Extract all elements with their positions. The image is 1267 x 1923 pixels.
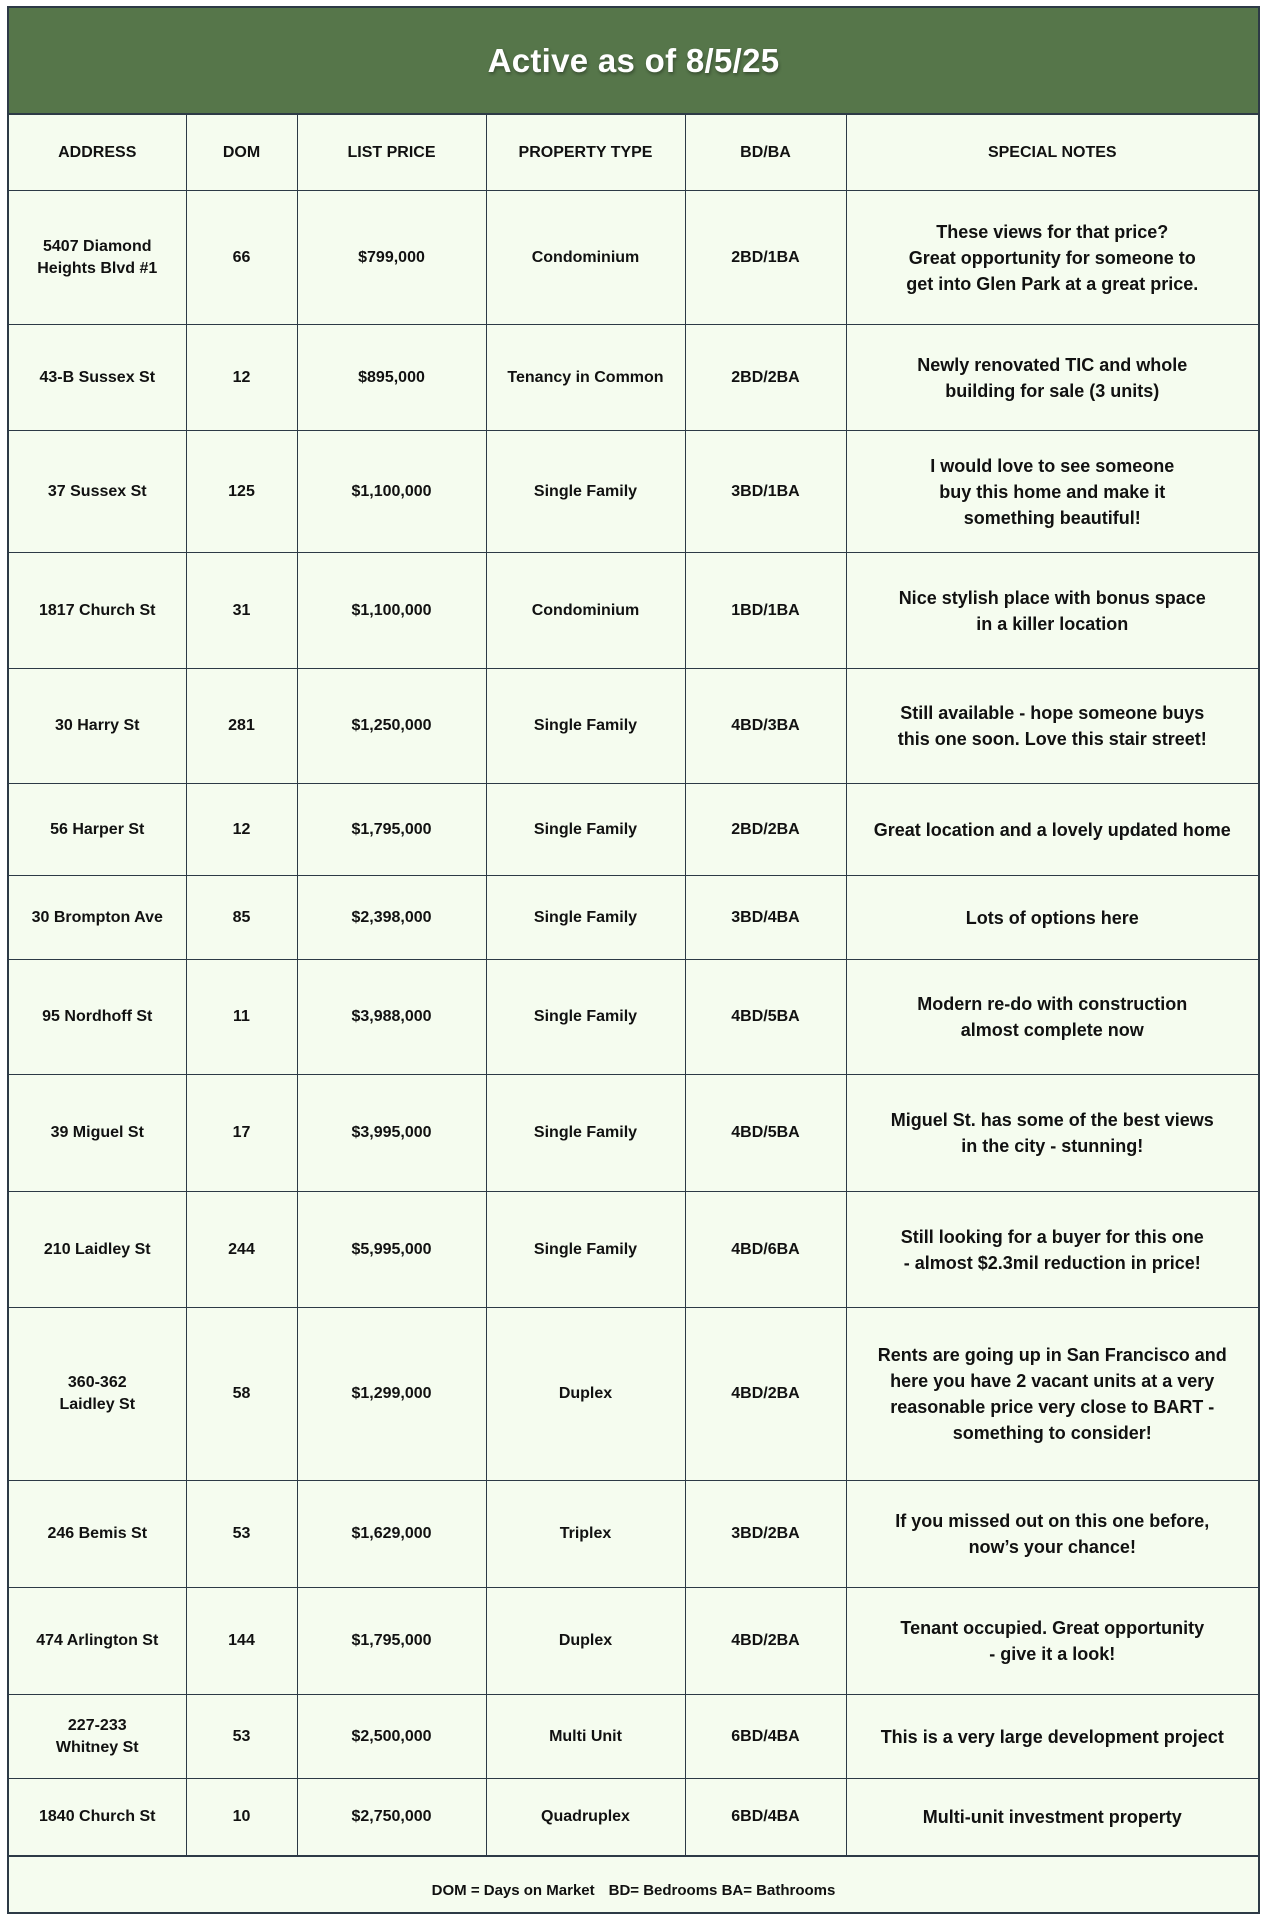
title-bar bbox=[9, 8, 1258, 115]
header-property-type: PROPERTY TYPE bbox=[486, 115, 685, 191]
address-cell: 39 Miguel St bbox=[9, 1075, 186, 1192]
special-notes-cell: Rents are going up in San Francisco and here you have 2 vacant units at a very reasonable price very close to BART - something to consider! bbox=[846, 1308, 1258, 1481]
bdba-cell: 2BD/2BA bbox=[685, 784, 846, 876]
list-price-cell: $2,398,000 bbox=[297, 876, 486, 960]
bdba-cell: 3BD/4BA bbox=[685, 876, 846, 960]
dom-cell: 85 bbox=[186, 876, 297, 960]
dom-cell: 10 bbox=[186, 1779, 297, 1856]
table-row bbox=[9, 784, 1258, 876]
dom-cell: 12 bbox=[186, 784, 297, 876]
address-cell: 5407 Diamond Heights Blvd #1 bbox=[9, 191, 186, 325]
list-price-cell: $5,995,000 bbox=[297, 1192, 486, 1308]
table-row bbox=[9, 325, 1258, 431]
header-list-price: LIST PRICE bbox=[297, 115, 486, 191]
special-notes-cell: These views for that price? Great opportunity for someone to get into Glen Park at a great price. bbox=[846, 191, 1258, 325]
special-notes-cell: I would love to see someone buy this home and make it something beautiful! bbox=[846, 431, 1258, 553]
list-price-cell: $1,795,000 bbox=[297, 784, 486, 876]
property-type-cell: Quadruplex bbox=[486, 1779, 685, 1856]
bdba-legend: BD= Bedrooms BA= Bathrooms bbox=[608, 1881, 836, 1899]
special-notes-cell: Lots of options here bbox=[846, 876, 1258, 960]
special-notes-cell: If you missed out on this one before, now’s your chance! bbox=[846, 1481, 1258, 1588]
dom-cell: 58 bbox=[186, 1308, 297, 1481]
table-row bbox=[9, 1075, 1258, 1192]
bdba-cell: 3BD/2BA bbox=[685, 1481, 846, 1588]
property-type-cell: Single Family bbox=[486, 784, 685, 876]
table-row bbox=[9, 1481, 1258, 1588]
bdba-cell: 3BD/1BA bbox=[685, 431, 846, 553]
address-cell: 1840 Church St bbox=[9, 1779, 186, 1856]
special-notes-cell: Tenant occupied. Great opportunity - give it a look! bbox=[846, 1588, 1258, 1695]
property-type-cell: Duplex bbox=[486, 1588, 685, 1695]
bdba-cell: 6BD/4BA bbox=[685, 1779, 846, 1856]
list-price-cell: $2,750,000 bbox=[297, 1779, 486, 1856]
bdba-cell: 4BD/6BA bbox=[685, 1192, 846, 1308]
listings-table bbox=[9, 115, 1258, 1856]
list-price-cell: $895,000 bbox=[297, 325, 486, 431]
dom-cell: 66 bbox=[186, 191, 297, 325]
list-price-cell: $1,795,000 bbox=[297, 1588, 486, 1695]
special-notes-cell: Nice stylish place with bonus space in a killer location bbox=[846, 553, 1258, 669]
bdba-cell: 2BD/1BA bbox=[685, 191, 846, 325]
bdba-cell: 4BD/5BA bbox=[685, 1075, 846, 1192]
list-price-cell: $1,100,000 bbox=[297, 431, 486, 553]
special-notes-cell: Modern re-do with construction almost complete now bbox=[846, 960, 1258, 1075]
list-price-cell: $799,000 bbox=[297, 191, 486, 325]
table-row bbox=[9, 1779, 1258, 1856]
dom-cell: 12 bbox=[186, 325, 297, 431]
dom-cell: 31 bbox=[186, 553, 297, 669]
address-cell: 56 Harper St bbox=[9, 784, 186, 876]
table-row bbox=[9, 1308, 1258, 1481]
list-price-cell: $3,988,000 bbox=[297, 960, 486, 1075]
header-bdba: BD/BA bbox=[685, 115, 846, 191]
table-row bbox=[9, 431, 1258, 553]
dom-cell: 53 bbox=[186, 1695, 297, 1779]
table-row bbox=[9, 1695, 1258, 1779]
table-row bbox=[9, 669, 1258, 784]
special-notes-cell: This is a very large development project bbox=[846, 1695, 1258, 1779]
bdba-cell: 4BD/5BA bbox=[685, 960, 846, 1075]
address-cell: 246 Bemis St bbox=[9, 1481, 186, 1588]
listings-sheet bbox=[7, 6, 1260, 1914]
address-cell: 30 Harry St bbox=[9, 669, 186, 784]
address-cell: 95 Nordhoff St bbox=[9, 960, 186, 1075]
page-title: Active as of 8/5/25 bbox=[487, 41, 780, 79]
table-row bbox=[9, 191, 1258, 325]
table-row bbox=[9, 553, 1258, 669]
property-type-cell: Multi Unit bbox=[486, 1695, 685, 1779]
property-type-cell: Single Family bbox=[486, 1075, 685, 1192]
header-special-notes: SPECIAL NOTES bbox=[846, 115, 1258, 191]
special-notes-cell: Great location and a lovely updated home bbox=[846, 784, 1258, 876]
dom-cell: 11 bbox=[186, 960, 297, 1075]
bdba-cell: 2BD/2BA bbox=[685, 325, 846, 431]
address-cell: 30 Brompton Ave bbox=[9, 876, 186, 960]
property-type-cell: Single Family bbox=[486, 876, 685, 960]
dom-cell: 53 bbox=[186, 1481, 297, 1588]
address-cell: 227-233 Whitney St bbox=[9, 1695, 186, 1779]
dom-cell: 17 bbox=[186, 1075, 297, 1192]
list-price-cell: $2,500,000 bbox=[297, 1695, 486, 1779]
address-cell: 37 Sussex St bbox=[9, 431, 186, 553]
dom-legend: DOM = Days on Market bbox=[431, 1881, 595, 1899]
property-type-cell: Single Family bbox=[486, 431, 685, 553]
header-address: ADDRESS bbox=[9, 115, 186, 191]
special-notes-cell: Miguel St. has some of the best views in the city - stunning! bbox=[846, 1075, 1258, 1192]
property-type-cell: Single Family bbox=[486, 960, 685, 1075]
list-price-cell: $1,629,000 bbox=[297, 1481, 486, 1588]
address-cell: 43-B Sussex St bbox=[9, 325, 186, 431]
address-cell: 1817 Church St bbox=[9, 553, 186, 669]
property-type-cell: Single Family bbox=[486, 669, 685, 784]
dom-cell: 281 bbox=[186, 669, 297, 784]
legend-footer bbox=[9, 1856, 1258, 1923]
bdba-cell: 4BD/3BA bbox=[685, 669, 846, 784]
table-row bbox=[9, 1588, 1258, 1695]
bdba-cell: 4BD/2BA bbox=[685, 1588, 846, 1695]
dom-cell: 144 bbox=[186, 1588, 297, 1695]
header-dom: DOM bbox=[186, 115, 297, 191]
table-row bbox=[9, 876, 1258, 960]
bdba-cell: 4BD/2BA bbox=[685, 1308, 846, 1481]
property-type-cell: Duplex bbox=[486, 1308, 685, 1481]
bdba-cell: 6BD/4BA bbox=[685, 1695, 846, 1779]
list-price-cell: $1,299,000 bbox=[297, 1308, 486, 1481]
address-cell: 360-362 Laidley St bbox=[9, 1308, 186, 1481]
property-type-cell: Condominium bbox=[486, 191, 685, 325]
table-row bbox=[9, 960, 1258, 1075]
list-price-cell: $3,995,000 bbox=[297, 1075, 486, 1192]
header-row bbox=[9, 115, 1258, 191]
list-price-cell: $1,100,000 bbox=[297, 553, 486, 669]
address-cell: 210 Laidley St bbox=[9, 1192, 186, 1308]
dom-cell: 125 bbox=[186, 431, 297, 553]
dom-cell: 244 bbox=[186, 1192, 297, 1308]
property-type-cell: Condominium bbox=[486, 553, 685, 669]
table-row bbox=[9, 1192, 1258, 1308]
special-notes-cell: Multi-unit investment property bbox=[846, 1779, 1258, 1856]
special-notes-cell: Still available - hope someone buys this one soon. Love this stair street! bbox=[846, 669, 1258, 784]
address-cell: 474 Arlington St bbox=[9, 1588, 186, 1695]
bdba-cell: 1BD/1BA bbox=[685, 553, 846, 669]
property-type-cell: Tenancy in Common bbox=[486, 325, 685, 431]
special-notes-cell: Newly renovated TIC and whole building for sale (3 units) bbox=[846, 325, 1258, 431]
special-notes-cell: Still looking for a buyer for this one - almost $2.3mil reduction in price! bbox=[846, 1192, 1258, 1308]
list-price-cell: $1,250,000 bbox=[297, 669, 486, 784]
property-type-cell: Single Family bbox=[486, 1192, 685, 1308]
property-type-cell: Triplex bbox=[486, 1481, 685, 1588]
